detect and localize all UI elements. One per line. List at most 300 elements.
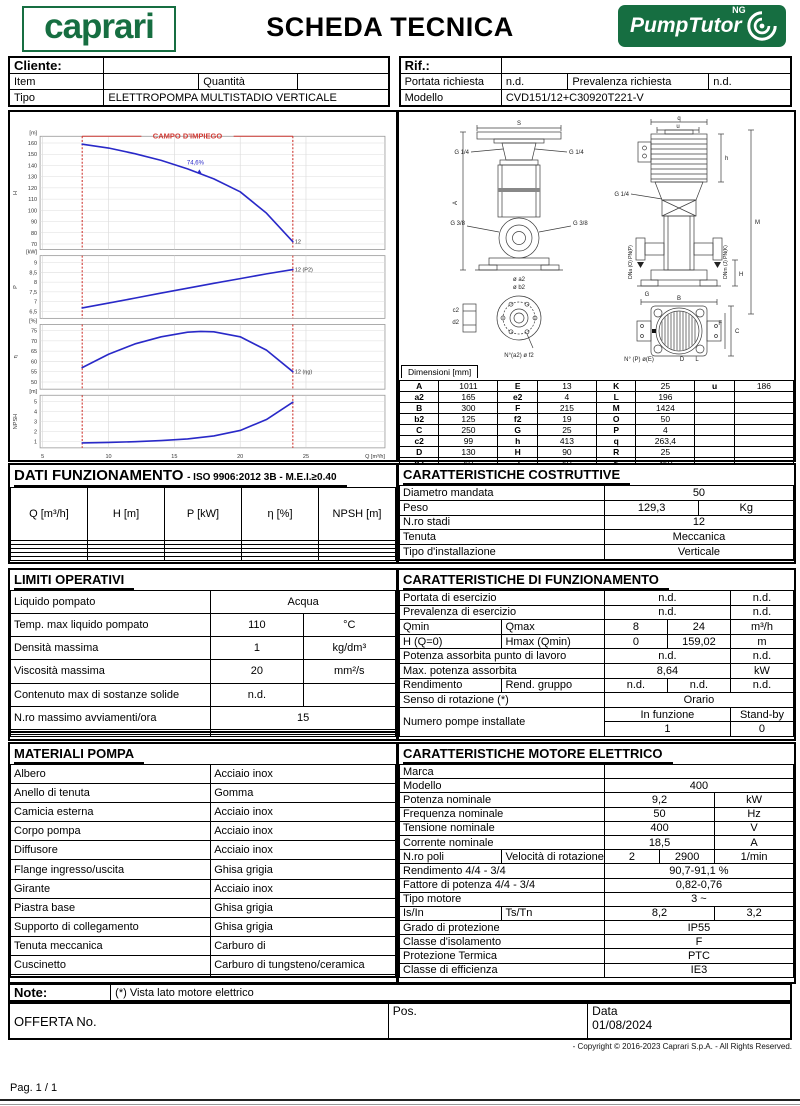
row-value: 110 [211,614,303,637]
dim-value: 99 [439,436,498,447]
pumptutor-swirl-icon [744,8,780,44]
dim-label-m: M [755,220,760,226]
row-label2: Hmax (Qmin) [502,634,604,649]
row-label: Supporto di collegamento [11,917,211,936]
row-value: 9,2 [604,793,714,807]
row-unit: A [715,835,794,849]
row-value: n.d. [604,605,730,620]
pumptutor-wordmark [630,5,746,47]
row-unit: mm²/s [303,660,395,683]
header [0,0,800,54]
dim-label: u [695,381,734,392]
pump-front-view [460,125,571,270]
dim-label: O [596,414,635,425]
dim-label-b: B [676,296,682,302]
dati-subtitle-text: - ISO 9906:2012 3B - M.E.I.≥0.40 [187,472,337,483]
empty-row [11,976,396,978]
dim-label-dnm: DNm (J) PN(K) [723,245,729,279]
row-unit: 1/min [715,850,794,864]
dim-label-d: D [679,357,685,363]
row-label: Flange ingresso/uscita [11,860,211,879]
dim-label-h: h [725,156,729,162]
row-label: Corrente nominale [400,835,605,849]
xtick-label: 5 [41,453,45,460]
axis-label: P [13,285,20,289]
prevalenza-label: Prevalenza richiesta [568,74,709,90]
row-unit: n.d. [730,605,793,620]
row-label2: Qmax [502,620,604,635]
dim-label: H [498,447,537,458]
row-label: Potenza nominale [400,793,605,807]
prevalenza-value: n.d. [709,74,791,90]
row-label: N.ro stadi [400,515,605,530]
dim-value: 50 [636,414,695,425]
row-unit: Hz [715,807,794,821]
offerta-bar [8,1002,792,1040]
row-label: Camicia esterna [11,803,211,822]
dim-value [734,425,793,436]
xtick-label: 10 [105,453,112,460]
row-unit: Kg [699,500,794,515]
row-label: Modello [400,779,605,793]
ytick-label: 55 [30,369,38,376]
row-value: 20 [211,660,303,683]
row-value: Acciaio inox [211,841,396,860]
dim-label: b2 [400,414,439,425]
pos-label: Pos. [388,1003,587,1039]
row-value: 0,82-0,76 [604,878,793,892]
row-label: Peso [400,500,605,515]
dim-value: 186 [734,381,793,392]
row-value: Gomma [211,784,396,803]
row-value: 3 ~ [604,892,793,906]
dim-label-d2: d2 [452,320,459,326]
dimensioni-title: Dimensioni [mm] [401,365,478,378]
pompe-col1-value: 1 [604,722,730,737]
page-title: SCHEDA TECNICA [266,12,514,42]
dim-label [695,425,734,436]
dim-label: f2 [498,414,537,425]
row-value: 400 [604,821,714,835]
row-value: Carburo di tungsteno/ceramica [211,955,396,974]
row-value: IP55 [604,921,793,935]
row-unit: n.d. [730,649,793,664]
row-label: Tipo motore [400,892,605,906]
data-value: 01/08/2024 [592,1018,653,1032]
row-value: Ghisa grigia [211,860,396,879]
row-value: Orario [604,693,793,708]
dim-label-g: G [644,292,650,298]
dati-header-q: Q [m³/h] [11,488,88,541]
dim-row [400,436,794,447]
dim-label: q [596,436,635,447]
quantita-label: Quantità [199,74,298,90]
dim-label: c2 [400,436,439,447]
row-label: Is/In [400,906,502,920]
row-label: Anello di tenuta [11,784,211,803]
page-number: Pag. 1 / 1 [10,1082,58,1094]
dati-title-text: DATI FUNZIONAMENTO [14,467,184,484]
ytick-label: 140 [27,163,38,170]
row-unit [303,683,395,706]
row-label: Tipo d'installazione [400,545,605,560]
row-label: Classe di efficienza [400,963,605,977]
dim-label-a: A [453,200,459,206]
row-value: Ghisa grigia [211,898,396,917]
row-label2: Rend. gruppo [502,678,604,693]
row-unit: m [730,634,793,649]
dim-row [400,403,794,414]
curve-label: 12 (ηg) [294,369,313,376]
quantita-value [297,74,388,90]
dim-label-g14-left: G 1/4 [454,150,469,156]
row-value: F [604,935,793,949]
pompe-col1-label: In funzione [604,707,730,722]
caratteristiche-funzionamento-box [397,568,796,741]
row-label: Girante [11,879,211,898]
row-label: H (Q=0) [400,634,502,649]
row-label: Prevalenza di esercizio [400,605,605,620]
pump-top-view [637,306,734,356]
row-value2: n.d. [667,678,730,693]
dim-label-c2: c2 [452,308,459,314]
row-label: N.ro poli [400,850,502,864]
row-unit: kW [730,663,793,678]
row-label: Contenuto max di sostanze solide [11,683,211,706]
ytick-label: 2 [34,429,38,436]
row-label: Marca [400,765,605,779]
dim-value: 4 [537,392,596,403]
dim-label: G [498,425,537,436]
ytick-label: 75 [30,328,38,335]
dim-value: 130 [439,447,498,458]
dim-value [734,392,793,403]
row-label: Grado di protezione [400,921,605,935]
row-value: 18,5 [604,835,714,849]
materiali-title: MATERIALI POMPA [10,744,396,764]
dim-value: 13 [537,381,596,392]
row-value: IE3 [604,963,793,977]
curve-label: 12 (P2) [294,267,313,274]
row-label: Tensione nominale [400,821,605,835]
x-axis-label: Q [m³/h] [365,453,385,460]
offerta-label: OFFERTA No. [9,1003,388,1039]
row-value: Verticale [604,545,793,560]
dim-value [734,436,793,447]
row-value: n.d. [211,683,303,706]
row-value: Acciaio inox [211,765,396,784]
portata-value: n.d. [501,74,568,90]
chart-panel [40,324,385,389]
xtick-label: 15 [171,453,178,460]
row-value: Ghisa grigia [211,917,396,936]
row-value1: n.d. [604,678,667,693]
dim-label-n-p: N° (P) ø(E) [624,357,654,363]
axis-unit-label: [%] [29,318,38,325]
row-unit: n.d. [730,678,793,693]
row-label: Viscosità massima [11,660,211,683]
row-value1: 0 [604,634,667,649]
dim-row [400,425,794,436]
ytick-label: 8 [34,280,38,287]
row-value: Acciaio inox [211,822,396,841]
dimensional-drawing-box [397,110,796,462]
cliente-label: Cliente: [9,57,104,74]
dim-value: 4 [636,425,695,436]
dim-label [695,436,734,447]
dim-label [695,414,734,425]
dati-header-eta: η [%] [242,488,319,541]
dati-header-npsh: NPSH [m] [319,488,396,541]
dim-label: M [596,403,635,414]
row-unit: V [715,821,794,835]
row-label: Max. potenza assorbita [400,663,605,678]
row-label: Piastra base [11,898,211,917]
row-value: 400 [604,779,793,793]
row-label: Classe d'isolamento [400,935,605,949]
pompe-col2-label: Stand-by [730,707,793,722]
costruttive-table [399,485,794,561]
ytick-label: 120 [27,185,38,192]
row-value: 15 [211,706,396,729]
dim-label: C [400,425,439,436]
dim-value: 1011 [439,381,498,392]
dim-value: 1424 [636,403,695,414]
row-label: Qmin [400,620,502,635]
tipo-label: Tipo [9,90,104,107]
costruttive-title: CARATTERISTICHE COSTRUTTIVE [399,465,794,485]
dim-value: 263,4 [636,436,695,447]
dim-value: 413 [537,436,596,447]
row-label: Potenza assorbita punto di lavoro [400,649,605,664]
rif-label: Rif.: [400,57,502,74]
dim-label-g14-side: G 1/4 [614,192,629,198]
dim-row [400,381,794,392]
materiali-table [10,764,396,978]
performance-charts [10,112,396,460]
funzionamento-title: CARATTERISTICHE DI FUNZIONAMENTO [399,570,794,590]
dim-label-u: u [676,124,680,130]
dim-value: 215 [537,403,596,414]
empty-row [400,559,794,560]
row-unit: kg/dm³ [303,637,395,660]
row-label: Temp. max liquido pompato [11,614,211,637]
dim-value: 196 [636,392,695,403]
dim-label: e2 [498,392,537,403]
note-table [8,983,792,1002]
flange-detail-labels [452,277,534,359]
row-unit: kW [715,793,794,807]
ytick-label: 150 [27,152,38,159]
dim-label [695,392,734,403]
dim-value: 300 [439,403,498,414]
dim-value [734,403,793,414]
motore-table [399,764,794,978]
offerta-table [8,1002,792,1040]
dim-value: 25 [636,381,695,392]
ytick-label: 4 [34,409,38,416]
data-label: Data [592,1004,618,1018]
performance-charts-box [8,110,398,462]
row-value1: 8,2 [604,906,714,920]
row-value [604,765,793,779]
row-label: Tenuta [400,530,605,545]
empty-row [11,735,396,737]
ytick-label: 3 [34,419,38,426]
ytick-label: 1 [34,439,38,446]
motore-title: CARATTERISTICHE MOTORE ELETTRICO [399,744,794,764]
pumptutor-text: PumpTutor [630,14,742,37]
row-value: Acciaio inox [211,879,396,898]
note-label: Note: [9,984,111,1001]
ytick-label: 100 [27,208,38,215]
row-value: 1 [211,637,303,660]
dim-label-q: q [677,116,681,122]
pumptutor-logo [618,5,786,47]
dati-header-p: P [kW] [165,488,242,541]
dim-value: 19 [537,414,596,425]
row-label: Rendimento [400,678,502,693]
dim-label: K [596,381,635,392]
row-value: Meccanica [604,530,793,545]
note-text: (*) Vista lato motore elettrico [111,984,791,1001]
dati-empty-row [11,556,396,560]
row-value: 50 [604,486,793,501]
row-label: Frequenza nominale [400,807,605,821]
dim-label [695,447,734,458]
row-value2: 159,02 [667,634,730,649]
cliente-value [104,57,389,74]
dimensioni-table [399,380,794,469]
dim-label: P [596,425,635,436]
modello-value: CVD151/12+C30920T221-V [501,90,791,107]
row-label: Numero pompe installate [400,707,605,736]
row-unit: n.d. [730,591,793,606]
row-label: Corpo pompa [11,822,211,841]
limiti-operativi-box [8,568,398,741]
info-table-left [8,56,390,107]
row-label: Diametro mandata [400,486,605,501]
pump-front-labels [450,121,588,227]
row-value: n.d. [604,591,730,606]
ytick-label: 8,5 [29,270,38,277]
row-value: Acqua [211,591,396,614]
row-value2: 2900 [660,850,715,864]
ytick-label: 7,5 [29,289,38,296]
ytick-label: 90 [30,219,38,226]
row-label: Albero [11,765,211,784]
dim-label: L [596,392,635,403]
dim-label-g14-right: G 1/4 [569,150,584,156]
ytick-label: 70 [30,241,38,249]
dim-label-g38-left: G 3/8 [450,221,465,227]
row-label2: Velocità di rotazione [502,850,604,864]
modello-label: Modello [400,90,502,107]
caprari-logo: caprari [22,6,176,52]
dimensioni-table-area [399,362,794,469]
axis-label: H [13,190,20,195]
info-table-right [399,56,792,107]
pumptutor-ng-text: NG [732,5,746,15]
ytick-label: 110 [28,197,38,204]
ytick-label: 160 [27,141,38,148]
row-label: Senso di rotazione (*) [400,693,605,708]
dati-header-h: H [m] [88,488,165,541]
row-value: n.d. [604,649,730,664]
dati-funzionamento-title [10,465,396,487]
dim-value: 250 [439,425,498,436]
curve-label: 12 [294,239,301,246]
item-value [104,74,199,90]
limiti-table [10,590,396,737]
dim-value: 25 [537,425,596,436]
dim-label-l: L [695,357,699,363]
row-label: Rendimento 4/4 - 3/4 [400,864,605,878]
flange-detail-view [463,296,541,348]
dati-funzionamento-box [8,463,398,564]
axis-unit-label: [m] [29,130,38,137]
xtick-label: 25 [302,453,310,460]
tipo-value: ELETTROPOMPA MULTISTADIO VERTICALE [104,90,389,107]
dim-label-f: F [718,321,722,327]
dim-row [400,392,794,403]
copyright-text: - Copyright © 2016-2023 Caprari S.p.A. - All Rights Reserved. [572,1042,792,1051]
ytick-label: 80 [30,230,38,237]
bottom-rule [0,1099,800,1105]
dim-label: h [498,436,537,447]
dim-value: 25 [636,447,695,458]
limiti-title: LIMITI OPERATIVI [10,570,396,590]
row-label: N.ro massimo avviamenti/ora [11,706,211,729]
dati-table [10,487,396,561]
row-label: Portata di esercizio [400,591,605,606]
row-label: Tenuta meccanica [11,936,211,955]
portata-label: Portata richiesta [400,74,502,90]
materiali-pompa-box [8,742,398,984]
dim-row [400,447,794,458]
funzionamento-table [399,590,794,737]
row-label2: Ts/Tn [502,906,604,920]
dim-value: 90 [537,447,596,458]
dim-label: E [498,381,537,392]
campo-label: CAMPO D'IMPIEGO [152,131,223,141]
pump-drawing [399,112,794,362]
ytick-label: 65 [30,349,38,356]
row-value: 129,3 [604,500,699,515]
dim-label-dna: DNa (O) PN(P) [628,245,634,279]
dim-label: F [498,403,537,414]
ytick-label: 60 [30,359,38,366]
ytick-label: 70 [30,338,38,345]
caratteristiche-costruttive-box [397,463,796,564]
ytick-label: 130 [27,174,38,181]
axis-unit-label: [m] [29,389,38,396]
axis-label: η [13,355,20,359]
dim-label-s: S [516,121,522,127]
row-label: Cuscinetto [11,955,211,974]
row-label: Protezione Termica [400,949,605,963]
pompe-col2-value: 0 [730,722,793,737]
dim-value: 125 [439,414,498,425]
rif-value [501,57,791,74]
motore-elettrico-box [397,742,796,984]
dim-label: A [400,381,439,392]
row-value: 8,64 [604,663,730,678]
dim-label [695,403,734,414]
xtick-label: 20 [237,453,244,460]
row-value1: 2 [604,850,659,864]
axis-label: NPSH [13,413,20,430]
